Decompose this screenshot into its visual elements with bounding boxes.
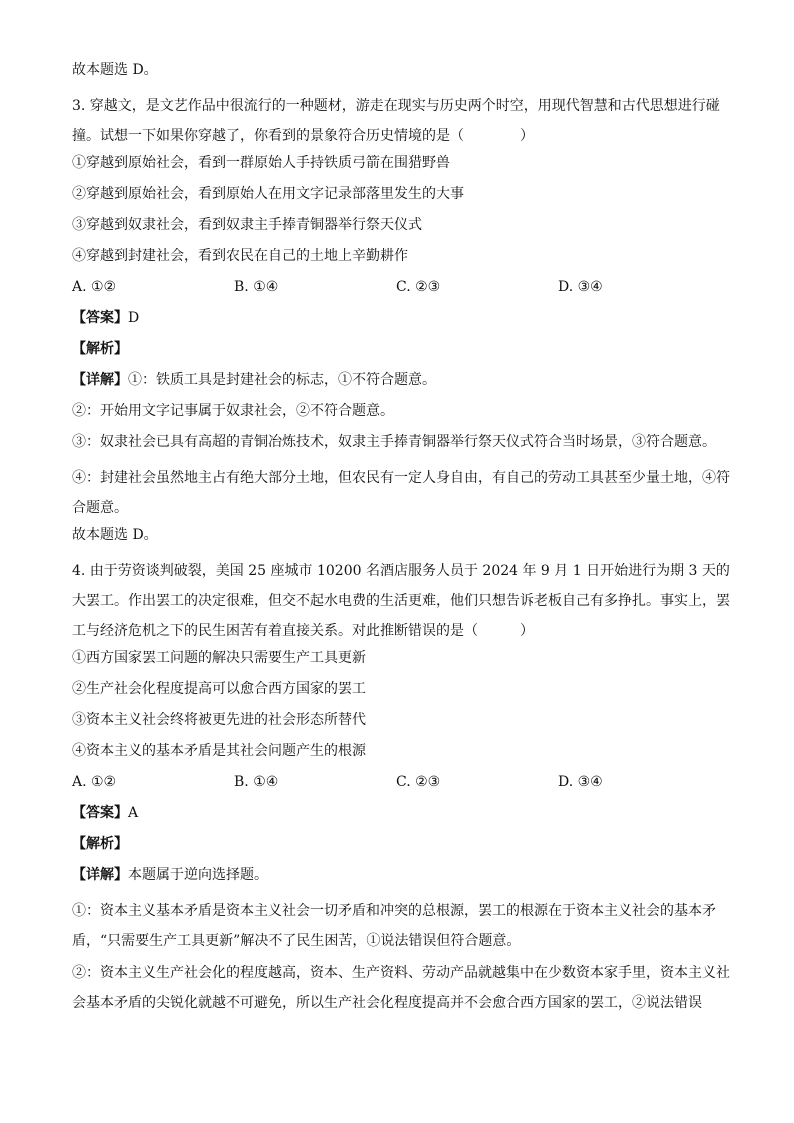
detail-line bbox=[72, 370, 732, 390]
text-line: 故本题选 D。 bbox=[72, 62, 158, 78]
option-d: D. ③④ bbox=[558, 774, 603, 790]
explanation-3: ③：奴隶社会已具有高超的青铜冶炼技术，奴隶主手捧青铜器举行祭天仪式符合当时场景，③符合题意。 bbox=[72, 434, 716, 450]
question-3-stem: 3. 穿越文，是文艺作品中很流行的一种题材，游走在现实与历史两个时空，用现代智慧和古代思想进行碰撞。试想一下如果你穿越了，你看到的景象符合历史情境的是（ ） bbox=[72, 98, 720, 144]
analysis-line bbox=[72, 834, 732, 854]
answer-tag: 【答案】 bbox=[72, 805, 128, 821]
option-a: A. ①② bbox=[72, 774, 117, 790]
explanation-4: ④：封建社会虽然地主占有绝大部分土地，但农民有一定人身自由，有自己的劳动工具甚至少量土地，④符合题意。 bbox=[72, 470, 730, 516]
option-a: A. ①② bbox=[72, 279, 117, 295]
statement-3: ③穿越到奴隶社会，看到奴隶主手捧青铜器举行祭天仪式 bbox=[72, 217, 422, 233]
answer-value: D bbox=[128, 310, 140, 326]
answer-value: A bbox=[128, 805, 139, 821]
statement-4: ④资本主义的基本矛盾是其社会问题产生的根源 bbox=[72, 743, 366, 759]
option-c: C. ②③ bbox=[396, 279, 441, 295]
detail-tag: 【详解】 bbox=[72, 867, 128, 883]
explanation-1: ①：资本主义基本矛盾是资本主义社会一切矛盾和冲突的总根源，罢工的根源在于资本主义社会的基本矛盾，“只需要生产工具更新”解决不了民生困苦，①说法错误但符合题意。 bbox=[72, 903, 716, 949]
statement-3: ③资本主义社会终将被更先进的社会形态所替代 bbox=[72, 712, 366, 728]
analysis-line bbox=[72, 339, 732, 359]
answer-options bbox=[72, 277, 732, 297]
detail-text: 本题属于逆向选择题。 bbox=[128, 867, 268, 883]
question-4-stem: 4. 由于劳资谈判破裂，美国 25 座城市 10200 名酒店服务人员于 2024 年 9 月 1 日开始进行为期 3 天的大罢工。作出罢工的决定很难，但交不起水电费的生活更难，他们只想告诉老板自己有多挣扎。事实上，罢工与经济危机之下的民生困苦有着直接关系。对此推断错误的是（ ） bbox=[72, 563, 730, 639]
conclusion-line: 故本题选 D。 bbox=[72, 527, 158, 543]
statement-1: ①西方国家罢工问题的解决只需要生产工具更新 bbox=[72, 650, 366, 666]
detail-text: ①：铁质工具是封建社会的标志，①不符合题意。 bbox=[128, 372, 436, 388]
answer-line bbox=[72, 803, 732, 823]
analysis-tag: 【解析】 bbox=[72, 341, 128, 357]
statement-4: ④穿越到封建社会，看到农民在自己的土地上辛勤耕作 bbox=[72, 248, 408, 264]
option-c: C. ②③ bbox=[396, 774, 441, 790]
explanation-2: ②：开始用文字记事属于奴隶社会，②不符合题意。 bbox=[72, 403, 394, 419]
statement-2: ②穿越到原始社会，看到原始人在用文字记录部落里发生的大事 bbox=[72, 186, 464, 202]
answer-tag: 【答案】 bbox=[72, 310, 128, 326]
explanation-2: ②：资本主义生产社会化的程度越高，资本、生产资料、劳动产品就越集中在少数资本家手里，资本主义社会基本矛盾的尖锐化就越不可避免，所以生产社会化程度提高并不会愈合西方国家的罢工，②说法错误 bbox=[72, 965, 730, 1011]
detail-line bbox=[72, 865, 732, 885]
statement-1: ①穿越到原始社会，看到一群原始人手持铁质弓箭在围猎野兽 bbox=[72, 155, 450, 171]
document-page bbox=[72, 60, 732, 1020]
option-d: D. ③④ bbox=[558, 279, 603, 295]
detail-tag: 【详解】 bbox=[72, 372, 128, 388]
option-b: B. ①④ bbox=[234, 279, 279, 295]
option-b: B. ①④ bbox=[234, 774, 279, 790]
statement-2: ②生产社会化程度提高可以愈合西方国家的罢工 bbox=[72, 681, 366, 697]
answer-options bbox=[72, 772, 732, 792]
answer-line bbox=[72, 308, 732, 328]
analysis-tag: 【解析】 bbox=[72, 836, 128, 852]
